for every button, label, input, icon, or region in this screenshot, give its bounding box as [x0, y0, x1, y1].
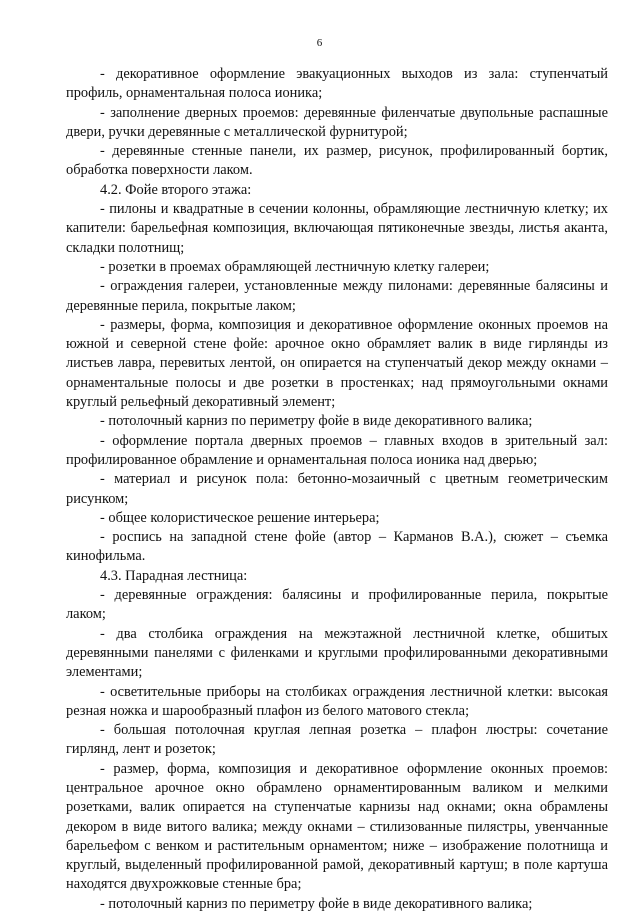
paragraph: - два столбика ограждения на межэтажной лестничной клетке, обшитых деревянными панелями с филенками и круглыми профилированными декоративными элементами;: [66, 625, 608, 681]
paragraph: - розетки в проемах обрамляющей лестничную клетку галереи;: [100, 258, 490, 275]
paragraph: - общее колористическое решение интерьера;: [100, 509, 380, 526]
page-number: 6: [316, 37, 323, 49]
section-heading: 4.2. Фойе второго этажа:: [100, 181, 252, 198]
paragraph: - оформление портала дверных проемов – главных входов в зрительный зал: профилированное обрамление и орнаментальная полоса ионика над дверью;: [66, 432, 608, 468]
paragraph: - размер, форма, композиция и декоративное оформление оконных проемов: центральное арочное окно обрамлено орнаментированным валиком и мелкими розетками, валик опирается на ступенчатые карнизы над окнами; окна обрамлены декором в виде витого валика; между окнами – стилизованные пилястры, увенчанные барельефом с венком и растительным орнаментом; ниже – изображение полотнища и круглый, выделенный профилированной рамой, декоративный картуш; в поле картуша находятся двухрожковые стенные бра;: [66, 760, 608, 893]
paragraph: - материал и рисунок пола: бетонно-мозаичный с цветным геометрическим рисунком;: [66, 471, 608, 507]
paragraph: - ограждения галереи, установленные между пилонами: деревянные балясины и деревянные перила, покрытые лаком;: [66, 278, 608, 314]
paragraph: - потолочный карниз по периметру фойе в виде декоративного валика;: [100, 895, 533, 912]
paragraph: - деревянные ограждения: балясины и профилированные перила, покрытые лаком;: [66, 587, 608, 623]
paragraph: - роспись на западной стене фойе (автор – Карманов В.А.), сюжет – съемка кинофильма.: [66, 529, 608, 565]
paragraph: - заполнение дверных проемов: деревянные филенчатые двупольные распашные двери, ручки деревянные с металлической фурнитурой;: [66, 104, 608, 140]
document-body: [66, 65, 608, 914]
section-heading: 4.3. Парадная лестница:: [100, 567, 248, 584]
paragraph: - размеры, форма, композиция и декоративное оформление оконных проемов на южной и северной стене фойе: арочное окно обрамляет валик в виде гирлянды из листьев лавра, перевитых лентой, он опирается на ступенчатый декор между окнами – орнаментальные полосы и две розетки в простенках; над прямоугольными окнами круглый рельефный декоративный элемент;: [66, 316, 608, 411]
paragraph: - потолочный карниз по периметру фойе в виде декоративного валика;: [100, 413, 533, 430]
paragraph: - декоративное оформление эвакуационных выходов из зала: ступенчатый профиль, орнаментальная полоса ионика;: [66, 66, 608, 102]
paragraph: - деревянные стенные панели, их размер, рисунок, профилированный бортик, обработка поверхности лаком.: [66, 143, 608, 179]
paragraph: - пилоны и квадратные в сечении колонны, обрамляющие лестничную клетку; их капители: барельефная композиция, включающая пятиконечные звезды, листья аканта, складки полотнищ;: [66, 201, 608, 256]
paragraph: - осветительные приборы на столбиках ограждения лестничной клетки: высокая резная ножка и шарообразный плафон из белого матового стекла;: [66, 683, 608, 719]
paragraph: - большая потолочная круглая лепная розетка – плафон люстры: сочетание гирлянд, лент и розеток;: [66, 722, 608, 758]
